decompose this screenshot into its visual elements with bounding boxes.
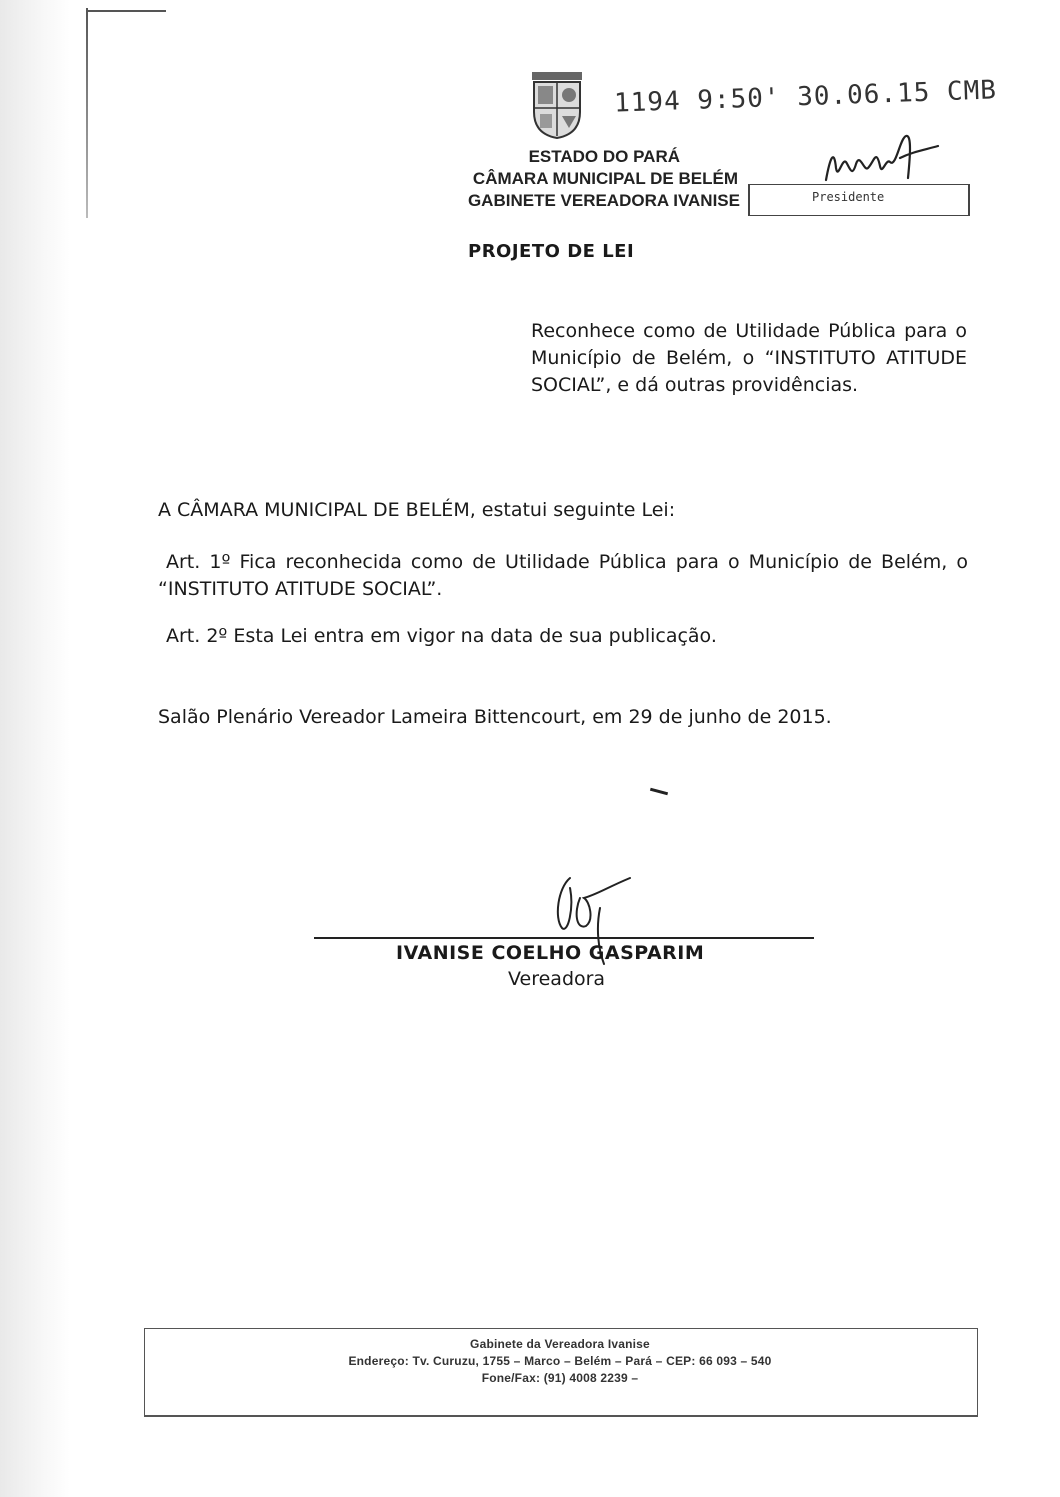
footer-office: Gabinete da Vereadora Ivanise xyxy=(470,1337,650,1351)
scan-mark xyxy=(86,8,88,218)
header-chamber: CÂMARA MUNICIPAL DE BELÉM xyxy=(472,169,738,188)
signature-line xyxy=(314,937,814,939)
president-signature xyxy=(820,128,950,188)
enactment-clause: A CÂMARA MUNICIPAL DE BELÉM, estatui seguinte Lei: xyxy=(158,499,676,521)
header-office: GABINETE VEREADORA IVANISE xyxy=(467,191,740,210)
footer-address: Endereço: Tv. Curuzu, 1755 – Marco – Belém – Pará – CEP: 66 093 – 540 xyxy=(348,1354,772,1368)
header-state: ESTADO DO PARÁ xyxy=(528,147,680,166)
article-2: Art. 2º Esta Lei entra em vigor na data de sua publicação. xyxy=(166,625,717,647)
coat-of-arms-icon xyxy=(528,72,586,140)
stray-mark xyxy=(650,788,668,796)
scan-mark-top xyxy=(86,10,166,12)
footer xyxy=(144,1336,976,1387)
letterhead xyxy=(380,146,740,212)
article-1: Art. 1º Fica reconhecida como de Utilidade Pública para o Município de Belém, o “INSTITUTO ATITUDE SOCIAL”. xyxy=(158,551,968,600)
ementa: Reconhece como de Utilidade Pública para o Município de Belém, o “INSTITUTO ATITUDE SOCIAL”, e dá outras providências. xyxy=(531,320,967,396)
closing-date: Salão Plenário Vereador Lameira Bittencourt, em 29 de junho de 2015. xyxy=(158,706,832,728)
president-label: Presidente xyxy=(812,190,885,204)
protocol-stamp: 1194 9:50' 30.06.15 CMB xyxy=(613,75,998,119)
signer-role: Vereadora xyxy=(508,968,606,990)
footer-phone: Fone/Fax: (91) 4008 2239 – xyxy=(481,1371,639,1385)
scan-edge-shadow xyxy=(0,0,70,1497)
document-title: PROJETO DE LEI xyxy=(468,241,635,262)
signer-name: IVANISE COELHO GASPARIM xyxy=(396,942,705,964)
